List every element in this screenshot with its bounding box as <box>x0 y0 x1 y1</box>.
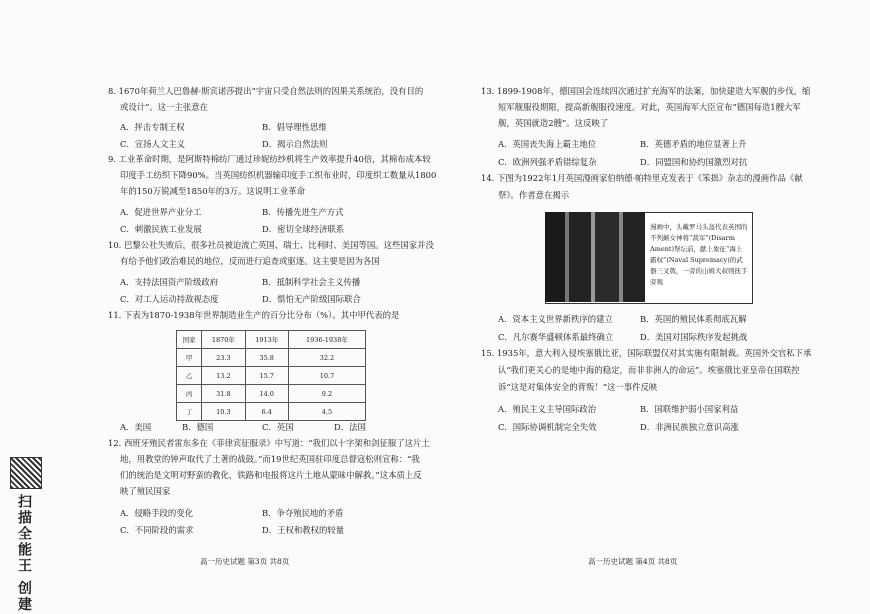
q12-line3: 们的统治是文明对野蛮的教化，铁路和电报将这片土地从蒙昧中解救。”这本质上反 <box>120 470 422 480</box>
table-cell: 23.3 <box>202 349 245 367</box>
table-cell: 31.8 <box>202 385 245 403</box>
table-cell: 9.2 <box>288 385 365 403</box>
q10-line2: 有给予他们政治难民的地位，反而进行追查或驱逐。这主要是因为各国 <box>120 256 380 266</box>
q10-line1: 10. 巴黎公社失败后，很多社员被迫流亡英国、瑞士、比利时、美国等国。这些国家并没 <box>108 240 434 250</box>
q14-option-d: D．美国对国际秩序发起挑战 <box>640 332 748 342</box>
q9-line1: 9. 工业革命时期，是阿斯特棉纺厂通过珍妮纺纱机将生产效率提升40倍，其棉布成本较 <box>108 154 431 164</box>
table-cell: 甲 <box>177 349 202 367</box>
q8-option-c: C．宣扬人文主义 <box>120 139 186 149</box>
table-cell: 4.5 <box>288 403 365 421</box>
q11-option-d: D．法国 <box>334 422 366 432</box>
table-cell: 6.4 <box>245 403 288 421</box>
q13-line2: 短军舰服役期限，提高新舰服役速度。对此，英国海军大臣宣布“德国每造1艘大军 <box>498 102 801 112</box>
q15-option-c: C．国际协调机制完全失效 <box>498 422 597 432</box>
q8-option-d: D．揭示自然法则 <box>262 139 328 149</box>
table-row <box>177 367 366 385</box>
table-cell: 32.2 <box>288 349 365 367</box>
q11-option-c: C．英国 <box>262 422 294 432</box>
q12-line1: 12. 西班牙殖民者雷东多在《菲律宾征服录》中写道：“我们以十字架和剑征服了这片土 <box>108 438 430 448</box>
q9-option-a: A．促进世界产业分工 <box>120 207 202 217</box>
q9-option-c: C．刺激民族工业发展 <box>120 224 202 234</box>
q8-option-a: A．抨击专制王权 <box>120 122 185 132</box>
q11-option-b: B．德国 <box>182 422 214 432</box>
table-cell: 10.3 <box>202 403 245 421</box>
table-row <box>177 385 366 403</box>
q9-option-b: B．传播先进生产方式 <box>262 207 344 217</box>
q14-cartoon-caption: 漫画中，头戴罗马头盔代表英国的不列颠女神将“裁军”(Disarm Ament)祭坛前，献上象征“海上霸权”(Naval Supremacy)的武器三叉戟，一旁的山姆大叔则抚手旁观 <box>650 223 748 286</box>
q13-option-a: A．英国丧失海上霸主地位 <box>498 139 597 149</box>
table-cell: 13.2 <box>202 367 245 385</box>
q10-option-a: A．支持法国资产阶级政府 <box>120 277 219 287</box>
q12-line4: 映了殖民国家 <box>120 486 171 496</box>
q15-line1: 15. 1935年，意大利入侵埃塞俄比亚，国际联盟仅对其实施有限制裁。英国外交官私下承 <box>481 348 812 358</box>
q15-line2: 认“我们更关心的是地中海的稳定，而非非洲人的命运”。埃塞俄比亚皇帝在国联控 <box>498 365 800 375</box>
q10-option-b: B．抵制科学社会主义传播 <box>262 277 361 287</box>
q10-option-c: C．对工人运动持敌视态度 <box>120 294 219 304</box>
table-row <box>177 403 366 421</box>
q13-line3: 舰，英国就造2艘”。这反映了 <box>498 118 609 128</box>
q12-line2: 地，用教堂的钟声取代了土著的战鼓。”而19世纪英国驻印度总督寇松则宣称：“我 <box>120 454 420 464</box>
q13-option-b: B．英德矛盾的地位显著上升 <box>640 139 747 149</box>
cartoon-image <box>545 212 645 302</box>
q14-line2: 祭》。作者意在揭示 <box>498 190 570 200</box>
table-cell: 乙 <box>177 367 202 385</box>
table-cell: 14.0 <box>245 385 288 403</box>
table-row <box>177 349 366 367</box>
q14-line1: 14. 下图为1922年1月英国漫画家伯纳德·帕特里克发表于《笨拙》杂志的漫画作品《献 <box>481 173 803 183</box>
q12-option-d: D．王权和教权的较量 <box>262 525 345 535</box>
q13-line1: 13. 1899-1908年，德国国会连续四次通过扩充海军的法案，加快建造大军舰的步伐，缩 <box>481 86 811 96</box>
q11-data-table <box>176 330 366 421</box>
q8-option-b: B．倡导理性思维 <box>262 122 327 132</box>
q11-line1: 11. 下表为1870-1938年世界制造业生产的百分比分布（%）。其中甲代表的是 <box>108 310 400 320</box>
table-header-cell: 1870年 <box>202 331 245 349</box>
q11-option-a: A．美国 <box>120 422 152 432</box>
table-cell: 35.8 <box>245 349 288 367</box>
table-header-cell: 1913年 <box>245 331 288 349</box>
scanner-watermark: 扫描全能王 创建 <box>16 494 32 613</box>
q15-option-d: D．非洲民族独立意识高涨 <box>640 422 739 432</box>
table-header-cell: 国家 <box>177 331 202 349</box>
q9-option-d: D．密切全球经济联系 <box>262 224 345 234</box>
table-cell: 丁 <box>177 403 202 421</box>
table-header-cell: 1936-1938年 <box>288 331 365 349</box>
table-cell: 丙 <box>177 385 202 403</box>
table-cell: 15.7 <box>245 367 288 385</box>
q15-option-a: A．殖民主义主导国际政治 <box>498 404 597 414</box>
q8-line2: 或设计”。这一主张意在 <box>120 102 209 112</box>
q14-option-a: A．资本主义世界新秩序的建立 <box>498 314 613 324</box>
table-header-row <box>177 331 366 349</box>
q12-option-a: A．侵略手段的变化 <box>120 508 194 518</box>
q8-line1: 8. 1670年荷兰人巴鲁赫·斯宾诺莎提出“宇宙只受自然法则的因果关系统治，没有目的 <box>108 86 424 96</box>
q15-option-b: B．国联维护弱小国家利益 <box>640 404 739 414</box>
q9-line2: 印度手工纺织下降90%。当英国纺织机器输印度手工织布业时，印度织工数量从1800 <box>120 170 437 180</box>
q10-option-d: D．惧怕无产阶级国际联合 <box>262 294 361 304</box>
q15-line3: 诉“这是对集体安全的背叛！”这一事件反映 <box>498 382 658 392</box>
footer-page-left: 高一历史试题 第3页 共8页 <box>200 557 290 566</box>
table-cell: 10.7 <box>288 367 365 385</box>
q12-option-b: B．争夺殖民地的矛盾 <box>262 508 344 518</box>
q13-option-c: C．欧洲列强矛盾错综复杂 <box>498 157 597 167</box>
qr-code-icon <box>10 457 42 489</box>
q13-option-d: D．同盟国和协约国激烈对抗 <box>640 157 748 167</box>
q14-option-c: C．凡尔赛华盛顿体系最终确立 <box>498 332 614 342</box>
q9-line3: 年的150万锐减至1850年的3万。这说明工业革命 <box>120 186 306 196</box>
q14-option-b: B．英国的殖民体系彻底瓦解 <box>640 314 747 324</box>
q12-option-c: C．不同阶段的需求 <box>120 525 194 535</box>
footer-page-right: 高一历史试题 第4页 共8页 <box>588 557 678 566</box>
